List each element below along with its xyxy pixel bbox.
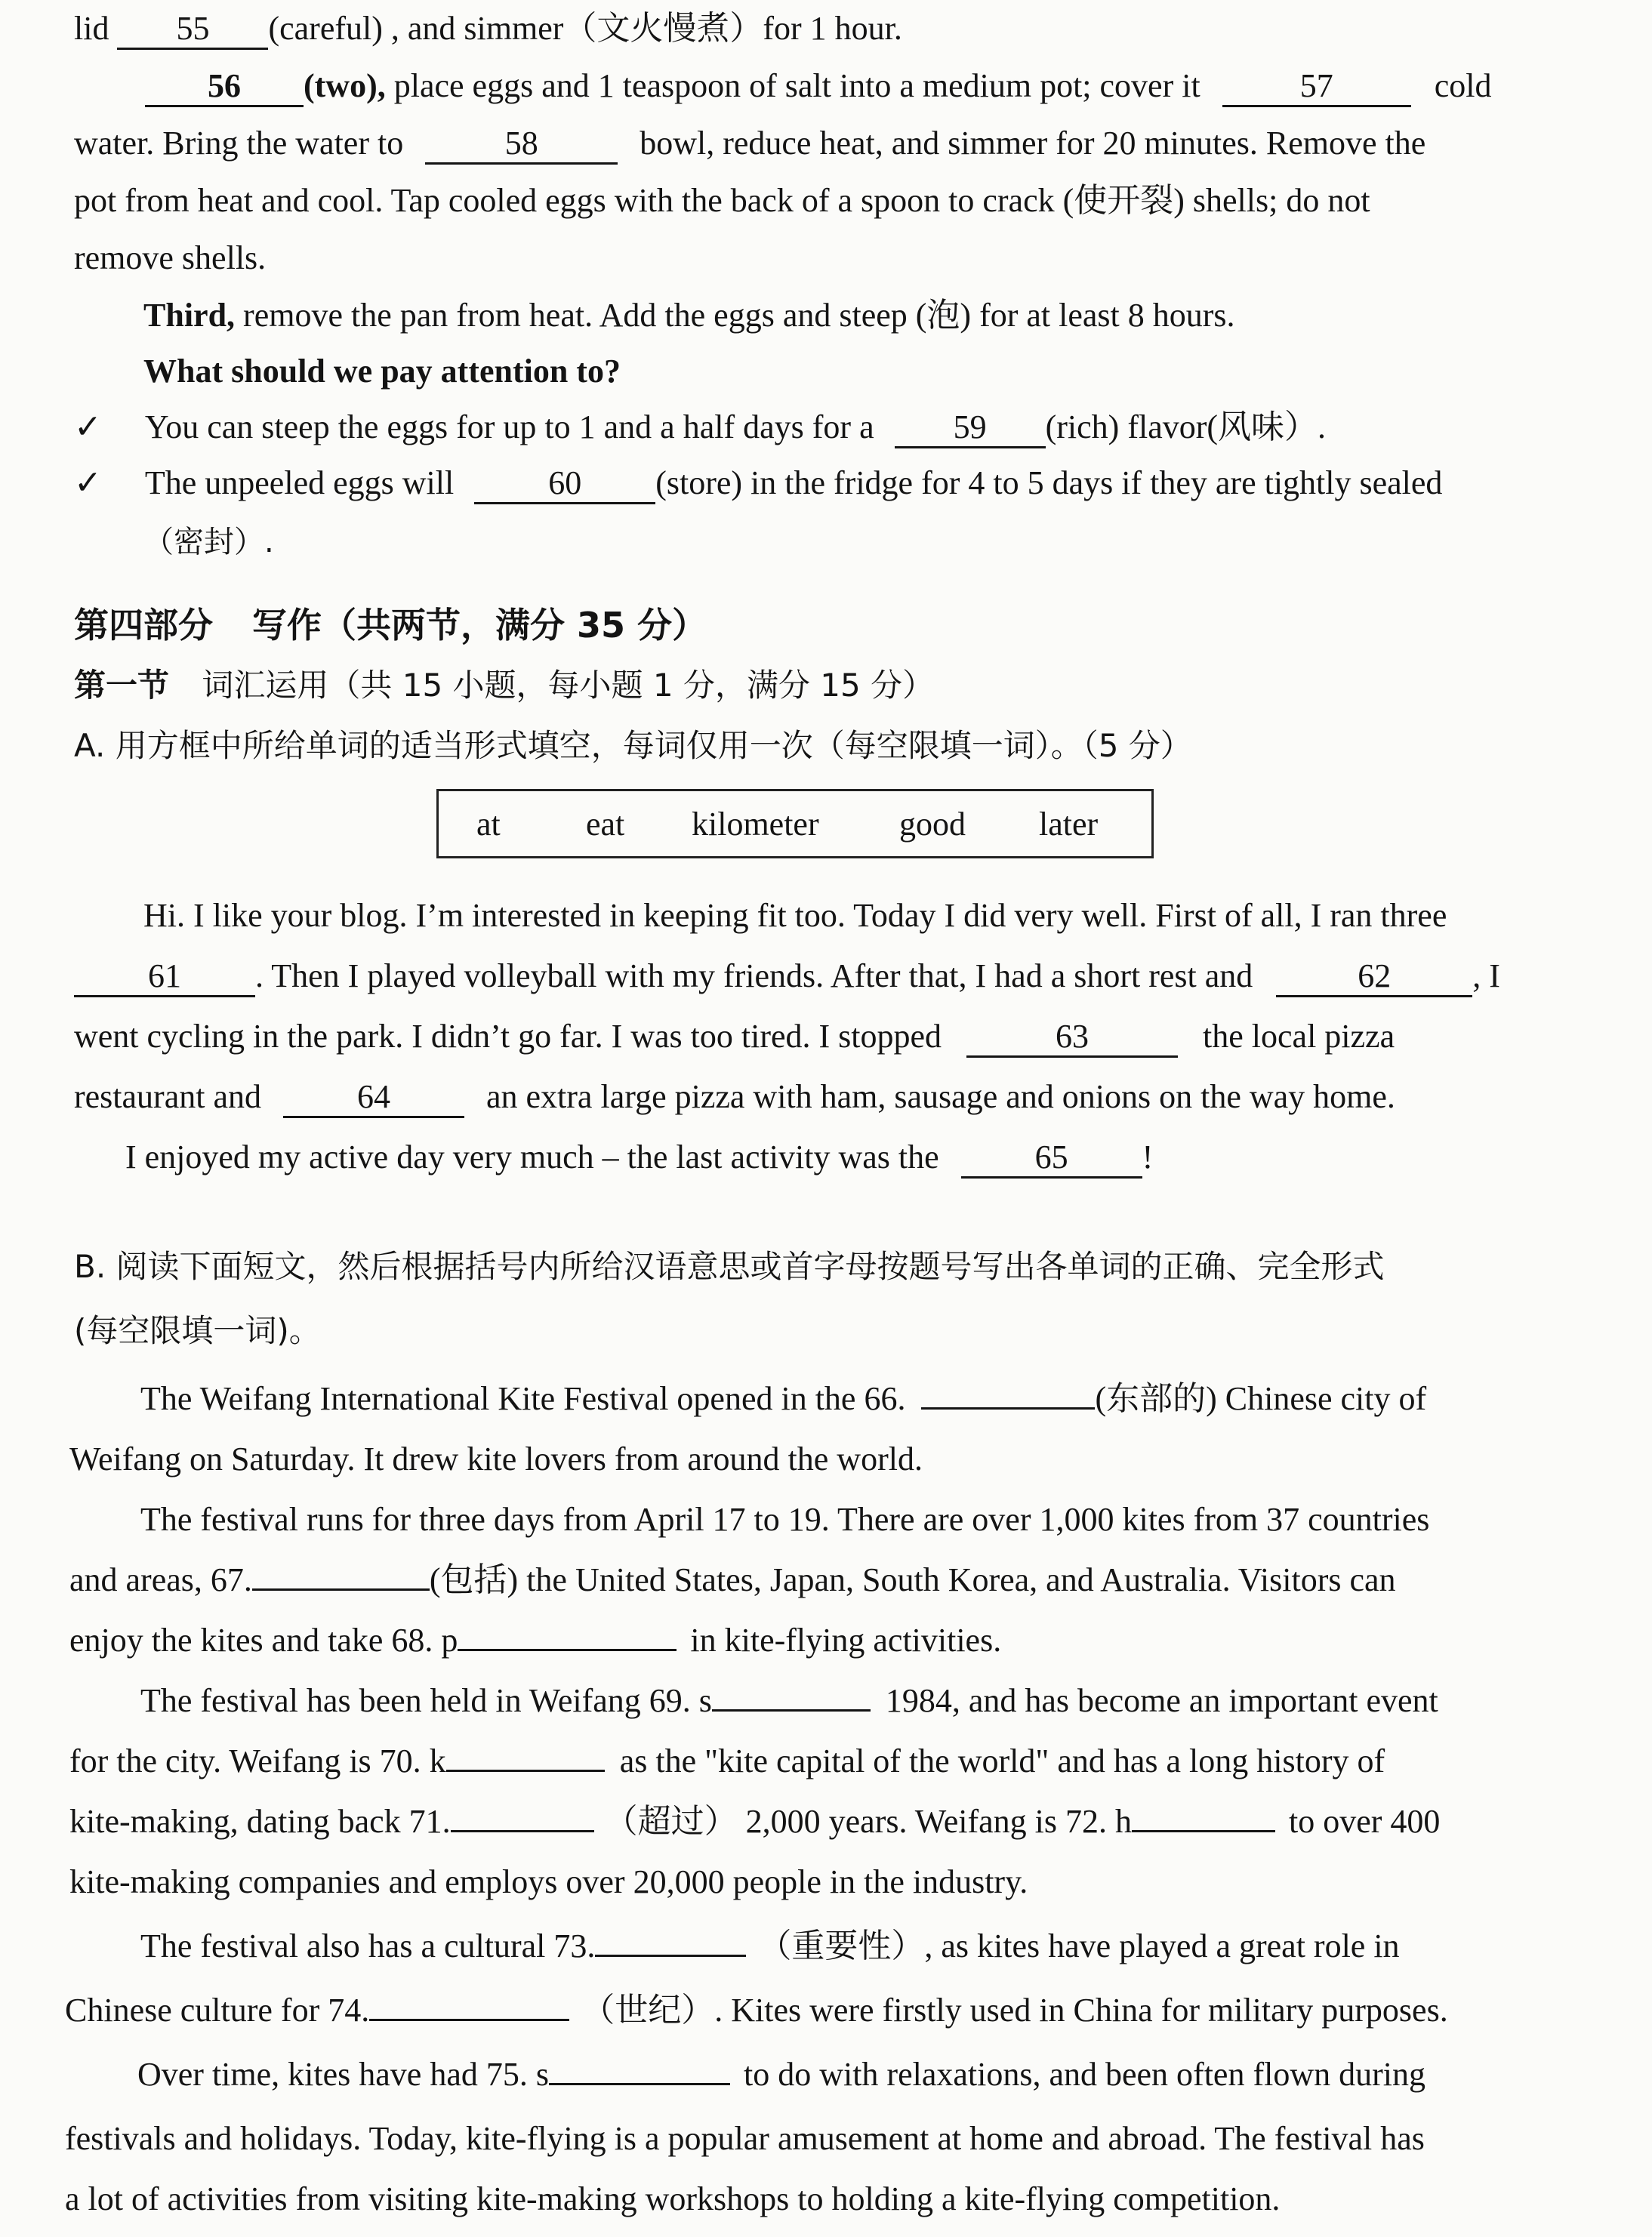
text: lid <box>74 10 109 47</box>
text: The Weifang International Kite Festival opened in the 66. <box>140 1380 906 1417</box>
text-line <box>69 1740 1652 1783</box>
text-line <box>65 2118 1652 2160</box>
text: 第一节 <box>74 667 170 704</box>
text: the local pizza <box>1203 1018 1395 1055</box>
text: （世纪）. Kites were firstly used in China for military purposes. <box>581 1992 1448 2029</box>
answer-blank-64[interactable] <box>283 1078 464 1118</box>
checkmark-icon: ✓ <box>74 408 102 445</box>
text-line <box>69 1861 1652 1903</box>
instruction <box>74 725 1652 767</box>
answer-blank-74[interactable] <box>369 2019 569 2021</box>
text: ! <box>1142 1139 1154 1176</box>
text-line <box>74 237 1652 279</box>
answer-blank-58[interactable] <box>425 125 618 165</box>
blank-number: 57 <box>1299 67 1333 104</box>
text-line <box>125 1136 1652 1179</box>
text: remove the pan from heat. Add the eggs and steep (泡) for at least 8 hours. <box>243 297 1235 334</box>
text: You can steep the eggs for up to 1 and a half days for a <box>144 408 874 445</box>
instruction <box>74 1310 1652 1352</box>
word-option: kilometer <box>692 805 819 843</box>
text: place eggs and 1 teaspoon of salt into a medium pot; cover it <box>393 67 1200 104</box>
text: as the "kite capital of the world" and has a long history of <box>619 1742 1385 1779</box>
text-line <box>69 1801 1652 1843</box>
word-option: good <box>899 805 966 843</box>
text-line <box>69 1619 1652 1662</box>
word-option: at <box>476 805 501 843</box>
answer-blank-72[interactable] <box>1132 1830 1275 1832</box>
answer-blank-60[interactable] <box>474 464 655 504</box>
text: cold <box>1434 67 1492 104</box>
text: A. 用方框中所给单词的适当形式填空，每词仅用一次（每空限填一词）。（5 分） <box>74 727 1192 764</box>
text: (store) in the fridge for 4 to 5 days if they are tightly sealed <box>655 464 1443 501</box>
answer-blank-62[interactable] <box>1276 957 1472 997</box>
text: The unpeeled eggs will <box>144 464 455 501</box>
text: Hi. I like your blog. I’m interested in keeping fit too. Today I did very well. First of all, I ran three <box>143 897 1447 934</box>
text: to over 400 <box>1288 1803 1441 1840</box>
text: bowl, reduce heat, and simmer for 20 minutes. Remove the <box>640 125 1426 162</box>
answer-blank-75[interactable] <box>549 2083 730 2085</box>
answer-blank-65[interactable] <box>961 1139 1142 1179</box>
answer-blank-57[interactable] <box>1222 67 1411 107</box>
instruction <box>74 1246 1652 1288</box>
text: 词汇运用（共 15 小题，每小题 1 分，满分 15 分） <box>202 667 935 704</box>
text-line <box>74 406 1652 448</box>
blank-number: 58 <box>504 125 538 162</box>
text: Over time, kites have had 75. s <box>137 2056 549 2093</box>
blank-number: 62 <box>1358 957 1392 994</box>
text: (two), <box>304 67 386 104</box>
answer-blank-70[interactable] <box>446 1770 605 1772</box>
text: What should we pay attention to? <box>143 353 621 390</box>
text-line <box>69 1438 1652 1481</box>
text: The festival also has a cultural 73. <box>140 1927 596 1964</box>
text: The festival runs for three days from April 17 to 19. There are over 1,000 kites from 37 countries <box>140 1501 1430 1538</box>
text-line <box>140 1925 1652 1967</box>
part-heading <box>74 604 1652 646</box>
text: an extra large pizza with ham, sausage and onions on the way home. <box>486 1078 1395 1115</box>
text: in kite-flying activities. <box>690 1622 1002 1659</box>
section-heading <box>74 664 1652 707</box>
answer-blank-68[interactable] <box>458 1649 677 1651</box>
text: (东部的) Chinese city of <box>1095 1380 1427 1417</box>
text: . Then I played volleyball with my friends. After that, I had a short rest and <box>255 957 1253 994</box>
text: (包括) the United States, Japan, South Korea, and Australia. Visitors can <box>429 1561 1396 1598</box>
text-line <box>74 1076 1652 1118</box>
text: kite-making companies and employs over 20,000 people in the industry. <box>69 1863 1028 1900</box>
text-line <box>69 1559 1652 1601</box>
text: （密封）. <box>143 525 274 559</box>
text: festivals and holidays. Today, kite-flying is a popular amusement at home and abroad. The festival has <box>65 2120 1425 2157</box>
text-line <box>74 180 1652 222</box>
text: 第四部分 <box>74 605 213 646</box>
text: , I <box>1472 957 1500 994</box>
text: restaurant and <box>74 1078 261 1115</box>
text: enjoy the kites and take 68. p <box>69 1622 458 1659</box>
text: 写作（共两节，满分 35 分） <box>252 605 707 646</box>
checkmark-icon: ✓ <box>74 464 102 501</box>
blank-number: 65 <box>1034 1139 1068 1176</box>
text: (每空限填一词)。 <box>74 1312 321 1349</box>
text-line <box>65 2178 1652 2220</box>
blank-number: 55 <box>176 10 210 47</box>
answer-blank-56[interactable] <box>145 67 304 107</box>
text: went cycling in the park. I didn’t go far. I was too tired. I stopped <box>74 1018 942 1055</box>
text: a lot of activities from visiting kite-making workshops to holding a kite-flying competition. <box>65 2180 1281 2217</box>
answer-blank-55[interactable] <box>117 10 268 50</box>
text: Third, <box>143 297 236 334</box>
text-line <box>145 65 1652 107</box>
answer-blank-73[interactable] <box>595 1955 746 1957</box>
answer-blank-59[interactable] <box>895 408 1046 448</box>
text-line <box>74 122 1652 165</box>
text: and areas, 67. <box>69 1561 252 1598</box>
text: B. 阅读下面短文，然后根据括号内所给汉语意思或首字母按题号写出各单词的正确、完全形式 <box>74 1248 1385 1285</box>
text: to do with relaxations, and been often flown during <box>743 2056 1425 2093</box>
answer-blank-67[interactable] <box>252 1588 430 1591</box>
text: （重要性）, as kites have played a great role in <box>758 1927 1400 1964</box>
text: (careful) , and simmer（文火慢煮）for 1 hour. <box>268 10 902 47</box>
blank-number: 63 <box>1056 1018 1090 1055</box>
text: (rich) flavor(风味）. <box>1045 408 1327 445</box>
blank-number: 60 <box>548 464 582 501</box>
answer-blank-71[interactable] <box>451 1830 594 1832</box>
text: water. Bring the water to <box>74 125 404 162</box>
blank-number: 59 <box>953 408 987 445</box>
text-line <box>74 8 1652 50</box>
answer-blank-61[interactable] <box>74 957 255 997</box>
text: The festival has been held in Weifang 69. s <box>140 1682 712 1719</box>
text-line <box>74 462 1652 504</box>
answer-blank-66[interactable] <box>921 1407 1095 1410</box>
word-box <box>436 789 1154 858</box>
text: 1984, and has become an important event <box>885 1682 1438 1719</box>
word-option: eat <box>586 805 625 843</box>
text-line <box>74 1015 1652 1058</box>
blank-number: 56 <box>208 67 241 104</box>
text-line <box>140 1499 1652 1541</box>
text: （超过） 2,000 years. Weifang is 72. h <box>604 1803 1132 1840</box>
text: Weifang on Saturday. It drew kite lovers from around the world. <box>69 1440 923 1477</box>
word-option: later <box>1039 805 1099 843</box>
text-line <box>143 895 1652 937</box>
text-line <box>140 1378 1652 1420</box>
text: I enjoyed my active day very much – the last activity was the <box>125 1139 939 1176</box>
answer-blank-63[interactable] <box>966 1018 1178 1058</box>
blank-number: 61 <box>148 957 181 994</box>
text-line <box>65 1989 1652 2032</box>
text: Chinese culture for 74. <box>65 1992 370 2029</box>
answer-blank-69[interactable] <box>712 1709 871 1712</box>
text-line <box>143 294 1652 337</box>
section-question <box>143 350 1652 393</box>
text: kite-making, dating back 71. <box>69 1803 451 1840</box>
text-line <box>140 1680 1652 1722</box>
text: for the city. Weifang is 70. k <box>69 1742 446 1779</box>
text: pot from heat and cool. Tap cooled eggs with the back of a spoon to crack (使开裂) shells; do not <box>74 182 1370 219</box>
text-line <box>143 521 1652 563</box>
text: remove shells. <box>74 239 267 276</box>
text-line <box>137 2054 1652 2096</box>
text-line <box>74 955 1652 997</box>
blank-number: 64 <box>357 1078 390 1115</box>
